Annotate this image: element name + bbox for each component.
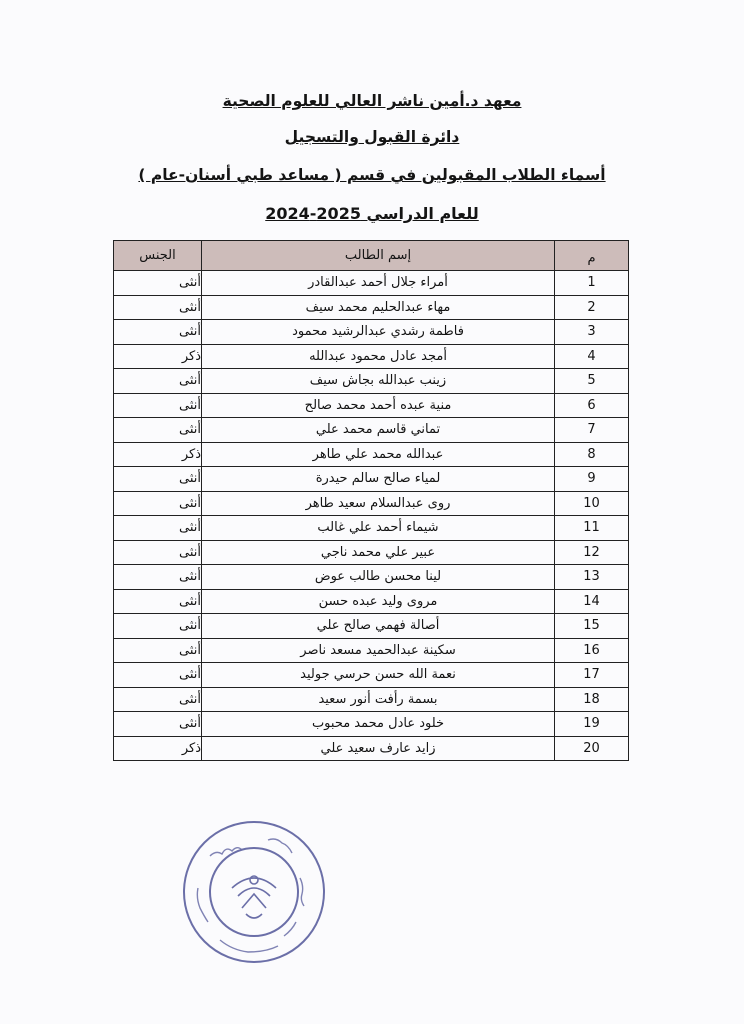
table-row [114,467,629,492]
table-row [114,687,629,712]
student-name: مهاء عبدالحليم محمد سيف [202,295,555,320]
student-gender: أنثى [114,295,202,320]
list-title-text: أسماء الطلاب المقبولين في قسم ( مساعد طبي أسنان-عام ) [138,166,606,184]
row-number: 12 [555,540,629,565]
student-gender: أنثى [114,393,202,418]
row-number: 20 [555,736,629,761]
row-number: 19 [555,712,629,737]
student-gender: أنثى [114,638,202,663]
student-name: بسمة رأفت أنور سعيد [202,687,555,712]
row-number: 15 [555,614,629,639]
student-gender: ذكر [114,344,202,369]
row-number: 11 [555,516,629,541]
student-name: أصالة فهمي صالح علي [202,614,555,639]
student-name: عبدالله محمد علي طاهر [202,442,555,467]
academic-year-text: للعام الدراسي 2025-2024 [265,204,479,223]
academic-year [0,204,744,223]
row-number: 9 [555,467,629,492]
student-gender: أنثى [114,687,202,712]
student-name: زايد عارف سعيد علي [202,736,555,761]
table-row [114,516,629,541]
student-gender: أنثى [114,418,202,443]
student-name: زينب عبدالله بجاش سيف [202,369,555,394]
table-header-row [114,241,629,271]
table-row [114,271,629,296]
student-name: شيماء أحمد علي غالب [202,516,555,541]
column-header-name: إسم الطالب [202,241,555,271]
student-gender: أنثى [114,663,202,688]
student-name: لينا محسن طالب عوض [202,565,555,590]
row-number: 8 [555,442,629,467]
student-gender: أنثى [114,565,202,590]
student-name: عبير علي محمد ناجي [202,540,555,565]
student-gender: أنثى [114,369,202,394]
table-row [114,663,629,688]
row-number: 6 [555,393,629,418]
row-number: 14 [555,589,629,614]
student-name: أمراء جلال أحمد عبدالقادر [202,271,555,296]
student-name: سكينة عبدالحميد مسعد ناصر [202,638,555,663]
seal-inner-ring [210,848,298,936]
student-gender: أنثى [114,516,202,541]
table-row [114,614,629,639]
student-gender: أنثى [114,491,202,516]
row-number: 1 [555,271,629,296]
table-row [114,589,629,614]
table-row [114,295,629,320]
table-row [114,540,629,565]
row-number: 4 [555,344,629,369]
student-name: منية عبده أحمد محمد صالح [202,393,555,418]
row-number: 16 [555,638,629,663]
student-gender: ذكر [114,736,202,761]
student-name: فاطمة رشدي عبدالرشيد محمود [202,320,555,345]
official-seal [180,818,328,966]
student-name: مروى وليد عبده حسن [202,589,555,614]
institute-title [0,92,744,110]
student-name: روى عبدالسلام سعيد طاهر [202,491,555,516]
student-name: أمجد عادل محمود عبدالله [202,344,555,369]
student-gender: أنثى [114,271,202,296]
student-gender: أنثى [114,614,202,639]
student-gender: أنثى [114,467,202,492]
department-title [0,128,744,146]
student-name: تماني قاسم محمد علي [202,418,555,443]
table-row [114,418,629,443]
table-row [114,344,629,369]
student-name: خلود عادل محمد محبوب [202,712,555,737]
student-gender: ذكر [114,442,202,467]
table-row [114,712,629,737]
student-gender: أنثى [114,712,202,737]
table-row [114,491,629,516]
student-gender: أنثى [114,540,202,565]
student-name: لمياء صالح سالم حيدرة [202,467,555,492]
department-title-text: دائرة القبول والتسجيل [284,128,460,146]
row-number: 5 [555,369,629,394]
row-number: 7 [555,418,629,443]
table-row [114,638,629,663]
institute-title-text: معهد د.أمين ناشر العالي للعلوم الصحية [222,92,522,110]
table-row [114,369,629,394]
student-gender: أنثى [114,320,202,345]
row-number: 10 [555,491,629,516]
row-number: 2 [555,295,629,320]
student-name: نعمة الله حسن حرسي جوليد [202,663,555,688]
row-number: 18 [555,687,629,712]
table-row [114,736,629,761]
seal-emblem-icon [232,876,276,918]
table-row [114,442,629,467]
table-row [114,320,629,345]
student-gender: أنثى [114,589,202,614]
table-row [114,565,629,590]
column-header-number: م [555,241,629,271]
row-number: 3 [555,320,629,345]
column-header-gender: الجنس [114,241,202,271]
list-title [0,166,744,184]
row-number: 13 [555,565,629,590]
table-row [114,393,629,418]
students-table [113,240,629,761]
row-number: 17 [555,663,629,688]
